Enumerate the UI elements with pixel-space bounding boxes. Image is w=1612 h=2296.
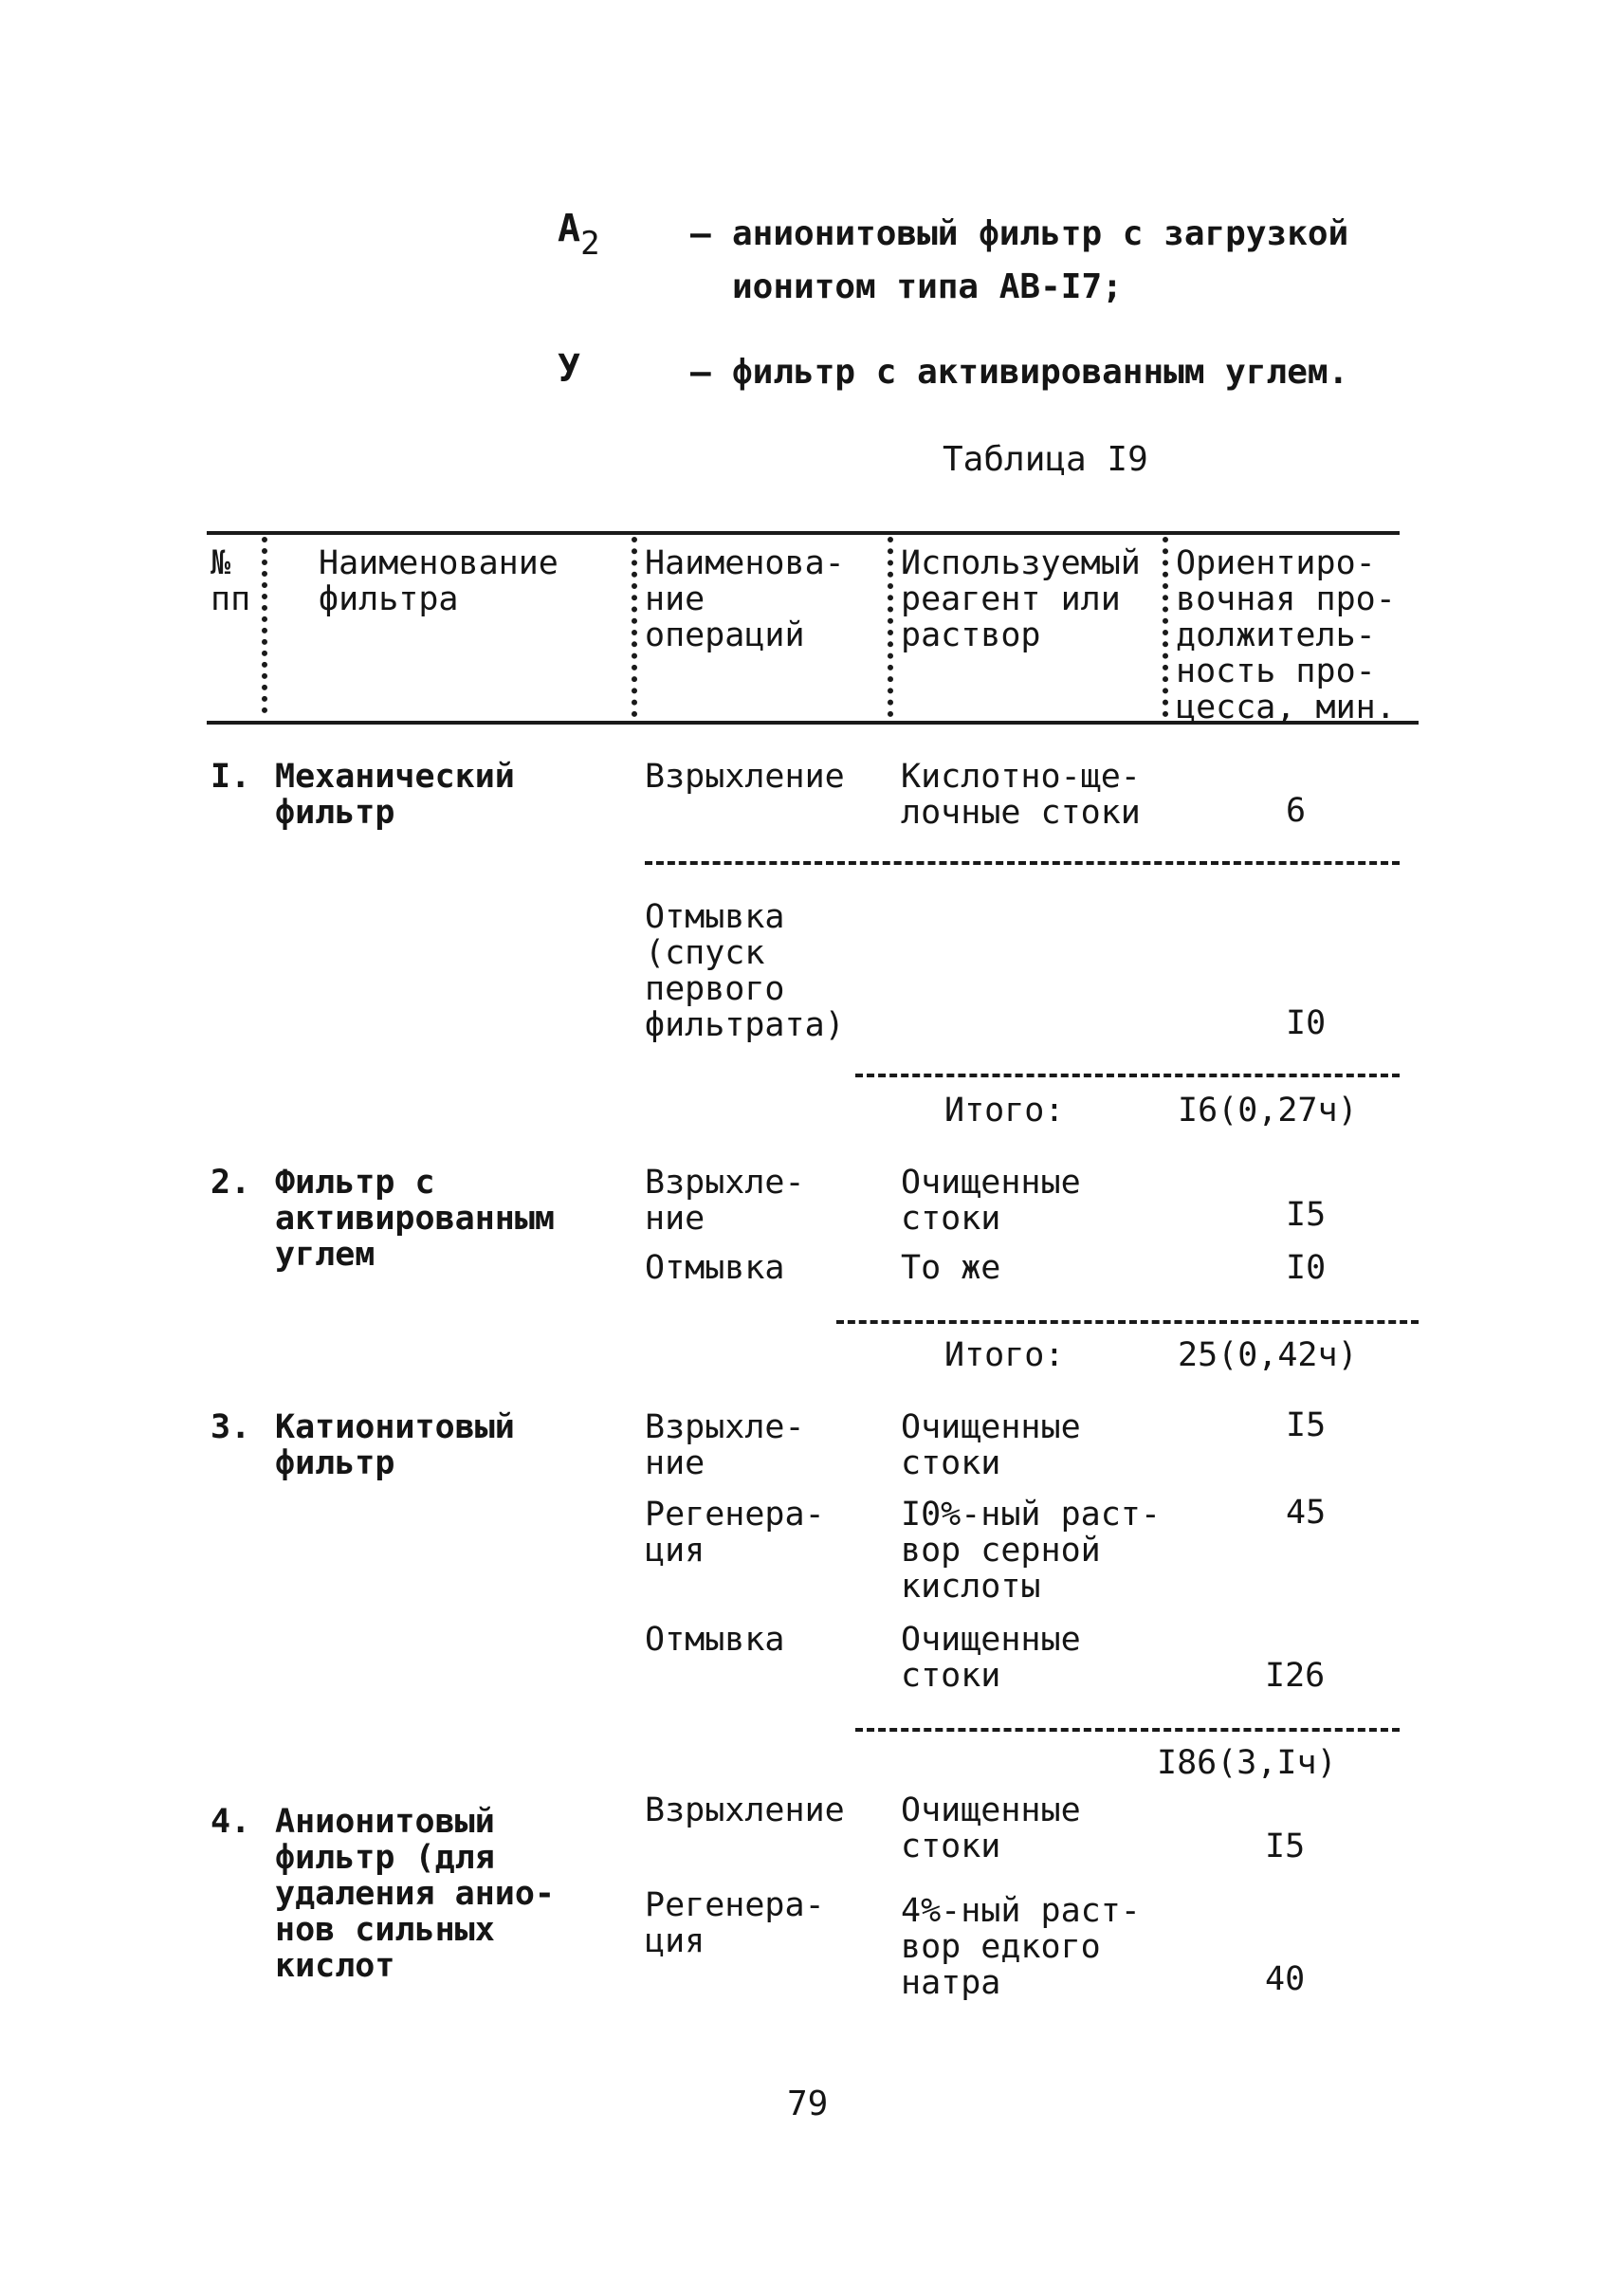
filter-name: удаления анио- <box>275 1875 556 1913</box>
duration: I26 <box>1265 1657 1326 1695</box>
operation: Отмывка <box>645 1621 785 1659</box>
filter-name: фильтр (для <box>275 1839 495 1877</box>
reagent: стоки <box>901 1657 1001 1695</box>
filter-name: активированным <box>275 1200 556 1238</box>
subtotal-divider <box>836 1320 1419 1324</box>
subtotal-divider <box>855 1728 1400 1732</box>
column-separator <box>262 537 267 713</box>
operation: Регенера- <box>645 1886 825 1924</box>
operation: Отмывка <box>645 1249 785 1287</box>
operation: ние <box>645 1200 705 1238</box>
operation: ция <box>645 1922 705 1960</box>
duration: I0 <box>1286 1004 1327 1042</box>
duration: I5 <box>1265 1828 1306 1865</box>
filter-name: углем <box>275 1236 376 1274</box>
operation: фильтрата) <box>645 1006 845 1044</box>
page-number: 79 <box>787 2085 829 2123</box>
reagent: Очищенные <box>901 1791 1081 1829</box>
table-top-rule <box>207 531 1400 535</box>
definition-dash: – <box>690 353 711 392</box>
reagent: натра <box>901 1964 1001 2002</box>
subtotal-value: I86(3,Iч) <box>1157 1744 1337 1782</box>
definition-text-line: анионитовый фильтр с загрузкой <box>732 214 1349 253</box>
operation: Взрыхление <box>645 1791 845 1829</box>
reagent: стоки <box>901 1444 1001 1482</box>
reagent: То же <box>901 1249 1001 1287</box>
row-number: 4. <box>211 1803 251 1841</box>
reagent: кислоты <box>901 1568 1041 1606</box>
reagent: 4%-ный раст- <box>901 1892 1141 1930</box>
reagent: вор серной <box>901 1532 1101 1570</box>
reagent: Очищенные <box>901 1621 1081 1659</box>
row-number: I. <box>211 758 251 796</box>
operation: Взрыхление <box>645 758 845 796</box>
duration: 40 <box>1265 1960 1306 1998</box>
duration: 45 <box>1286 1494 1327 1532</box>
filter-name: Механический <box>275 758 515 796</box>
subtotal-divider <box>855 1074 1400 1077</box>
filter-name: Катионитовый <box>275 1408 515 1446</box>
subtotal-value: I6(0,27ч) <box>1178 1092 1358 1130</box>
definition-symbol-a2: $A_2$ <box>558 207 600 263</box>
operation: (спуск <box>645 934 765 972</box>
column-separator <box>632 537 637 717</box>
subtotal-label: Итого: <box>944 1336 1065 1374</box>
row-number: 2. <box>211 1164 251 1202</box>
reagent: Кислотно-ще- <box>901 758 1141 796</box>
operation: первого <box>645 970 785 1008</box>
filter-name: фильтр <box>275 794 395 832</box>
reagent: стоки <box>901 1200 1001 1238</box>
filter-name: Фильтр с <box>275 1164 435 1202</box>
definition-text-line: фильтр с активированным углем. <box>732 353 1349 392</box>
row-divider <box>645 861 1400 865</box>
filter-name: Анионитовый <box>275 1803 495 1841</box>
column-separator <box>888 537 893 717</box>
table-caption: Таблица I9 <box>943 440 1148 479</box>
subtotal-label: Итого: <box>944 1092 1065 1130</box>
definition-text-line: ионитом типа АВ-I7; <box>732 267 1123 306</box>
duration: I0 <box>1286 1249 1327 1287</box>
duration: 6 <box>1286 792 1307 830</box>
filter-name: кислот <box>275 1947 395 1985</box>
filter-name: фильтр <box>275 1444 395 1482</box>
operation: ние <box>645 1444 705 1482</box>
subtotal-value: 25(0,42ч) <box>1178 1336 1358 1374</box>
operation: ция <box>645 1532 705 1570</box>
operation: Регенера- <box>645 1496 825 1534</box>
definition-dash: – <box>690 214 711 253</box>
operation: Отмывка <box>645 898 785 936</box>
reagent: стоки <box>901 1828 1001 1865</box>
reagent: I0%-ный раст- <box>901 1496 1161 1534</box>
operation: Взрыхле- <box>645 1408 805 1446</box>
duration: I5 <box>1286 1196 1327 1234</box>
operation: Взрыхле- <box>645 1164 805 1202</box>
reagent: лочные стоки <box>901 794 1141 832</box>
filter-name: нов сильных <box>275 1911 495 1949</box>
reagent: Очищенные <box>901 1408 1081 1446</box>
reagent: Очищенные <box>901 1164 1081 1202</box>
definition-symbol-u: У <box>558 347 581 391</box>
reagent: вор едкого <box>901 1928 1101 1966</box>
duration: I5 <box>1286 1406 1327 1444</box>
row-number: 3. <box>211 1408 251 1446</box>
column-separator <box>1163 537 1168 717</box>
